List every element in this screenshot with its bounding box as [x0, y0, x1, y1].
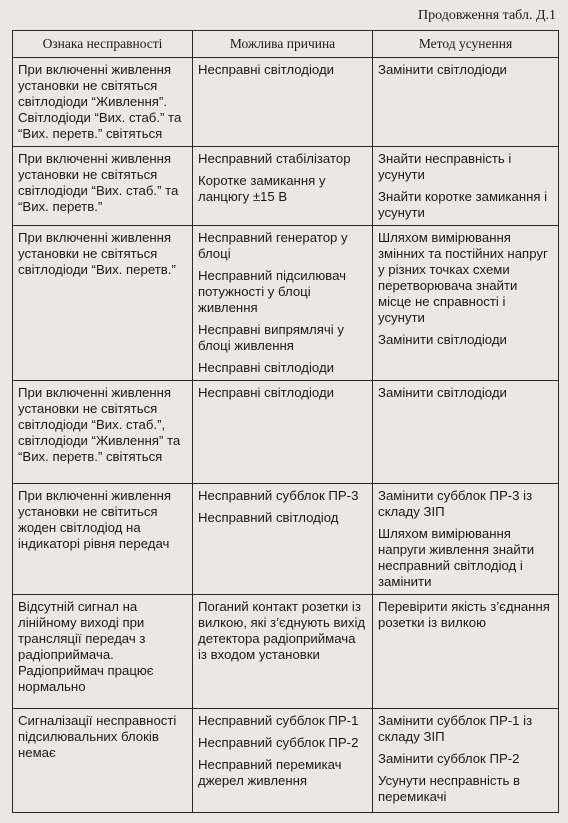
cause-cell: [193, 709, 373, 813]
remedy-text: Знайти несправність і усунути: [378, 151, 512, 182]
cause-text: Коротке замикання у ланцюгу ±15 В: [198, 173, 326, 204]
remedy-text: Шляхом вимірювання змінних та постійних напруг у різних точках схеми перетворювача знайти місце не справності і усунути: [378, 230, 548, 325]
symptom-cell: [13, 58, 193, 147]
remedy-text: Перевірити якість з’єднання розетки із вилкою: [378, 599, 550, 630]
table-row: [13, 595, 559, 709]
table-caption: Продовження табл. Д.1: [418, 8, 556, 23]
remedy-text: Замінити субблок ПР-3 із складу ЗІП: [378, 488, 533, 519]
symptom-text: При включенні живлення установки не світяться світлодіоди “Живлення”. Світлодіоди “Вих. стаб.” та “Вих. перетв.” світяться: [18, 62, 182, 141]
cause-cell: [193, 381, 373, 484]
symptom-text: При включенні живлення установки не світяться світлодіоди “Вих. стаб.” та “Вих. перетв.”: [18, 151, 179, 214]
cause-text: Несправний субблок ПР-2: [198, 735, 359, 750]
remedy-text: Усунути несправність в перемикачі: [378, 773, 521, 804]
remedy-cell: [373, 226, 559, 381]
cause-text: Несправні випрямлячі у блоці живлення: [198, 322, 344, 353]
table-row: [13, 58, 559, 147]
symptom-cell: [13, 226, 193, 381]
table-header-row: [13, 31, 559, 58]
header-remedy: Метод усунення: [373, 31, 559, 58]
symptom-cell: [13, 147, 193, 226]
remedy-text: Замінити субблок ПР-1 із складу ЗІП: [378, 713, 533, 744]
troubleshooting-table: [12, 30, 559, 813]
symptom-text: При включенні живлення установки не світиться жоден світлодіод на індикаторі рівня передач: [18, 488, 172, 551]
table-row: [13, 709, 559, 813]
cause-cell: [193, 147, 373, 226]
cause-text: Несправні світлодіоди: [198, 62, 335, 77]
cause-text: Несправні світлодіоди: [198, 385, 335, 400]
remedy-text: Замінити світлодіоди: [378, 332, 507, 347]
cause-cell: [193, 484, 373, 595]
table-row: [13, 147, 559, 226]
remedy-cell: [373, 58, 559, 147]
table-row: [13, 226, 559, 381]
remedy-text: Знайти коротке замикання і усунути: [378, 189, 548, 220]
cause-text: Несправний генератор у блоці: [198, 230, 348, 261]
cause-text: Несправний субблок ПР-1: [198, 713, 359, 728]
remedy-text: Замінити субблок ПР-2: [378, 751, 520, 766]
cause-text: Несправні світлодіоди: [198, 360, 335, 375]
symptom-text: Відсутній сигнал на лінійному виході при трансляції передач з радіоприймача. Радіоприймач працює нормально: [18, 599, 154, 694]
remedy-cell: [373, 484, 559, 595]
remedy-cell: [373, 595, 559, 709]
symptom-text: Сигналізації несправності підсилювальних блоків немає: [18, 713, 177, 760]
symptom-cell: [13, 381, 193, 484]
remedy-text: Замінити світлодіоди: [378, 385, 507, 400]
symptom-text: При включенні живлення установки не світяться світлодіоди “Вих. перетв.”: [18, 230, 176, 277]
symptom-cell: [13, 595, 193, 709]
symptom-cell: [13, 709, 193, 813]
cause-cell: [193, 595, 373, 709]
cause-text: Несправний стабілізатор: [198, 151, 351, 166]
symptom-cell: [13, 484, 193, 595]
cause-cell: [193, 58, 373, 147]
header-symptom: Ознака несправності: [13, 31, 193, 58]
remedy-text: Замінити світлодіоди: [378, 62, 507, 77]
table-row: [13, 484, 559, 595]
remedy-cell: [373, 381, 559, 484]
cause-text: Несправний підсилювач потужності у блоці живлення: [198, 268, 347, 315]
header-cause: Можлива причина: [193, 31, 373, 58]
cause-text: Несправний світлодіод: [198, 510, 339, 525]
cause-text: Несправний перемикач джерел живлення: [198, 757, 342, 788]
cause-text: Несправний субблок ПР-3: [198, 488, 359, 503]
cause-cell: [193, 226, 373, 381]
symptom-text: При включенні живлення установки не світяться світлодіоди “Вих. стаб.”, світлодіоди “Живлення” та “Вих. перетв.” світяться: [18, 385, 181, 464]
table-row: [13, 381, 559, 484]
remedy-cell: [373, 709, 559, 813]
remedy-text: Шляхом вимірювання напруги живлення знайти несправний світлодіод і замінити: [378, 526, 535, 589]
cause-text: Поганий контакт розетки із вилкою, які з’єднують вихід детектора радіоприймача із входом установки: [198, 599, 366, 662]
remedy-cell: [373, 147, 559, 226]
